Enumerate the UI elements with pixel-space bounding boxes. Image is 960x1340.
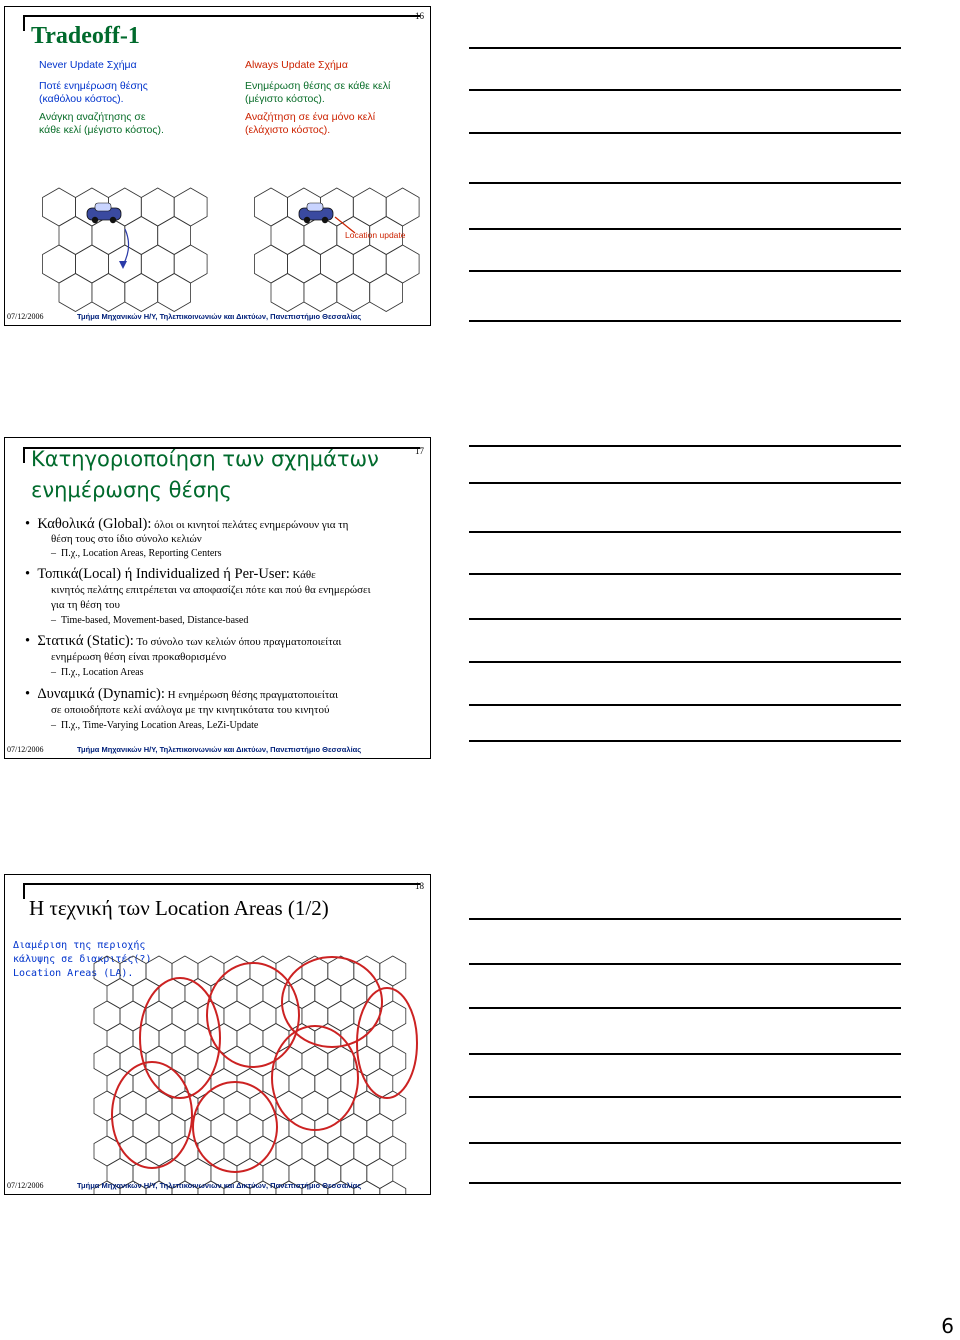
hex-cell (367, 1114, 393, 1144)
bullet-local-term: Τοπικά(Local) ή Individualized ή Per-User: (37, 566, 290, 582)
hex-cell (341, 1069, 367, 1099)
hex-cell (328, 1046, 354, 1076)
never-update-heading: Never Update Σχήμα (39, 59, 137, 71)
hex-cell (224, 1046, 250, 1076)
slide-17 (4, 437, 431, 759)
hex-cell (367, 1159, 393, 1189)
hex-cell (320, 245, 353, 283)
hex-cell (276, 1046, 302, 1076)
always-update-line-2: (μέγιστο κόστος). (245, 93, 325, 105)
hex-cell (386, 188, 419, 226)
hex-cell (94, 956, 120, 986)
hex-grid-right (5, 7, 430, 325)
hex-cell (120, 956, 146, 986)
slide-16 (4, 6, 431, 326)
never-update-line-4: κάθε κελί (μέγιστο κόστος). (39, 124, 164, 136)
hex-cell (237, 1114, 263, 1144)
hex-cell (146, 1046, 172, 1076)
location-area-ellipse (140, 978, 220, 1098)
hex-cell (276, 1136, 302, 1166)
hex-cell (94, 1046, 120, 1076)
hex-cell (133, 1024, 159, 1054)
hex-cell (159, 1024, 185, 1054)
hex-cell (185, 1024, 211, 1054)
slide-title-line-2: ενημέρωσης θέσης (31, 478, 232, 502)
bullet-local-text: Κάθε (289, 569, 316, 581)
bullet-global: • Καθολικά (Global): όλοι οι κινητοί πελάτες ενημερώνουν για τη (25, 516, 349, 532)
hex-cell (341, 979, 367, 1009)
location-area-ellipse (193, 1082, 277, 1172)
hex-cell (367, 1069, 393, 1099)
sub-bullet-static-text: Π.χ., Location Areas (61, 667, 144, 678)
sub-bullet-local-text: Time-based, Movement-based, Distance-based (61, 615, 249, 626)
hex-cell (250, 1001, 276, 1031)
footer-department: Τμήμα Μηχανικών Η/Υ, Τηλεπικοινωνιών και Δικτύων, Πανεπιστήμιο Θεσσαλίας (77, 1181, 362, 1190)
hex-cell (211, 1114, 237, 1144)
hex-cell (198, 1091, 224, 1121)
hex-cell (380, 1136, 406, 1166)
footer-date: 07/12/2006 (7, 1181, 44, 1190)
hex-cell (159, 1114, 185, 1144)
never-update-line-2: (καθόλου κόστος). (39, 93, 124, 105)
hex-cell (380, 956, 406, 986)
hex-cell (271, 274, 304, 312)
hex-cell (224, 1136, 250, 1166)
hex-cell (107, 1024, 133, 1054)
location-area-hex-grid (5, 875, 430, 1194)
slide-number: 17 (415, 446, 424, 456)
notes-lines-1 (469, 40, 901, 330)
desc-line-3: Location Areas (LA). (13, 968, 134, 979)
sub-bullet-dynamic-text: Π.χ., Time-Varying Location Areas, LeZi-Update (61, 720, 259, 731)
sub-bullet-local: – Time-based, Movement-based, Distance-based (51, 615, 249, 626)
hex-cell (133, 1114, 159, 1144)
hex-cell (367, 979, 393, 1009)
bullet-dynamic-line-2: σε οποιοδήποτε κελί ανάλογα με την κινητικότατα του κινητού (51, 704, 330, 716)
footer-department: Τμήμα Μηχανικών Η/Υ, Τηλεπικοινωνιών και Δικτύων, Πανεπιστήμιο Θεσσαλίας (77, 745, 362, 754)
page-number: 6 (941, 1314, 954, 1338)
sub-bullet-static: – Π.χ., Location Areas (51, 667, 144, 678)
hex-cell (354, 1136, 380, 1166)
bullet-static-term: Στατικά (Static): (37, 633, 134, 649)
hex-cell (302, 1136, 328, 1166)
hex-cell (172, 1001, 198, 1031)
sub-bullet-dynamic: – Π.χ., Time-Varying Location Areas, LeZi-Update (51, 720, 259, 731)
hex-cell (237, 1069, 263, 1099)
hex-cell (263, 1024, 289, 1054)
hex-cell (263, 979, 289, 1009)
hex-cell (255, 245, 288, 283)
hex-cell (302, 1046, 328, 1076)
slide-number: 18 (415, 881, 424, 891)
hex-cell (380, 1091, 406, 1121)
hex-cell (211, 1024, 237, 1054)
bullet-local-line-2: κινητός πελάτης επιτρέπεται να αποφασίζει πότε και πού θα ενημερώσει (51, 584, 371, 596)
sub-bullet-global-text: Π.χ., Location Areas, Reporting Centers (61, 548, 222, 559)
slide-18 (4, 874, 431, 1195)
footer-date: 07/12/2006 (7, 745, 44, 754)
hex-cell (302, 1091, 328, 1121)
hex-cell (224, 1001, 250, 1031)
hex-cell (328, 1136, 354, 1166)
never-update-line-1: Ποτέ ενημέρωση θέσης (39, 80, 148, 92)
hex-cell (353, 245, 386, 283)
hex-cell (263, 1069, 289, 1099)
always-update-heading: Always Update Σχήμα (245, 59, 348, 71)
hex-cell (315, 1069, 341, 1099)
bullet-global-term: Καθολικά (Global): (37, 516, 152, 532)
hex-cell (198, 956, 224, 986)
hex-cell (237, 979, 263, 1009)
hex-cell (107, 1114, 133, 1144)
notes-lines-3 (469, 880, 901, 1190)
always-update-line-4: (ελάχιστο κόστος). (245, 124, 331, 136)
hex-cell (120, 1091, 146, 1121)
hex-cell (380, 1001, 406, 1031)
hex-cell (250, 956, 276, 986)
bullet-global-line-2: θέση τους στο ίδιο σύνολο κελιών (51, 533, 202, 545)
hex-cell (289, 979, 315, 1009)
bullet-dynamic-term: Δυναμικά (Dynamic): (37, 686, 165, 702)
slide-title: Η τεχνική των Location Areas (1/2) (29, 896, 329, 920)
bullet-static-line-2: ενημέρωση θέση είναι προκαθορισμένο (51, 651, 227, 663)
hex-cell (367, 1024, 393, 1054)
location-area-ellipse (112, 1062, 192, 1168)
hex-cell (198, 1136, 224, 1166)
hex-cell (94, 1001, 120, 1031)
hex-cell (328, 1001, 354, 1031)
always-update-line-1: Ενημέρωση θέσης σε κάθε κελί (245, 80, 391, 92)
bullet-dynamic-text: Η ενημέρωση θέσης πραγματοποιείται (164, 689, 339, 701)
hex-cell (271, 217, 304, 255)
hex-cell (255, 188, 288, 226)
hex-cell (370, 274, 403, 312)
notes-lines-2 (469, 440, 901, 740)
desc-line-1: Διαμέριση της περιοχής (13, 940, 146, 951)
slide-title-line-1: Κατηγοριοποίηση των σχημάτων (31, 447, 379, 471)
hex-cell (288, 245, 321, 283)
location-update-label: Location update (345, 230, 406, 240)
bullet-dynamic: • Δυναμικά (Dynamic): Η ενημέρωση θέσης πραγματοποιείται (25, 686, 339, 702)
hex-cell (146, 1001, 172, 1031)
slide-number: 16 (415, 11, 424, 21)
always-update-line-3: Αναζήτηση σε ένα μόνο κελί (245, 111, 376, 123)
hex-cell (337, 274, 370, 312)
hex-cell (380, 1046, 406, 1076)
slide-title: Tradeoff-1 (31, 23, 140, 49)
bullet-static: • Στατικά (Static): Το σύνολο των κελιών όπου πραγματοποιείται (25, 633, 342, 649)
desc-line-2: κάλυψης σε διακριτές(?) (13, 954, 152, 965)
hex-cell (353, 188, 386, 226)
hex-cell (289, 1069, 315, 1099)
footer-date: 07/12/2006 (7, 312, 44, 321)
bullet-local-line-3: για τη θέση του (51, 599, 120, 611)
hex-cell (328, 1091, 354, 1121)
sub-bullet-global: – Π.χ., Location Areas, Reporting Centers (51, 548, 222, 559)
hex-cell (315, 979, 341, 1009)
bullet-global-text: όλοι οι κινητοί πελάτες ενημερώνουν για τη (151, 519, 349, 531)
hex-cell (386, 245, 419, 283)
hex-cell (304, 274, 337, 312)
hex-cell (380, 1181, 406, 1195)
hex-cell (159, 1069, 185, 1099)
bullet-static-text: Το σύνολο των κελιών όπου πραγματοποιείται (133, 636, 342, 648)
footer-department: Τμήμα Μηχανικών Η/Υ, Τηλεπικοινωνιών και Δικτύων, Πανεπιστήμιο Θεσσαλίας (77, 312, 362, 321)
never-update-line-3: Ανάγκη αναζήτησης σε (39, 111, 146, 123)
hex-cell (211, 979, 237, 1009)
hex-cell (94, 1091, 120, 1121)
car-icon (299, 203, 333, 223)
hex-cell (146, 1136, 172, 1166)
hex-cell (224, 1091, 250, 1121)
hex-cell (237, 1024, 263, 1054)
hex-cell (107, 979, 133, 1009)
bullet-local: • Τοπικά(Local) ή Individualized ή Per-User: Κάθε (25, 566, 316, 582)
hex-cell (341, 1114, 367, 1144)
